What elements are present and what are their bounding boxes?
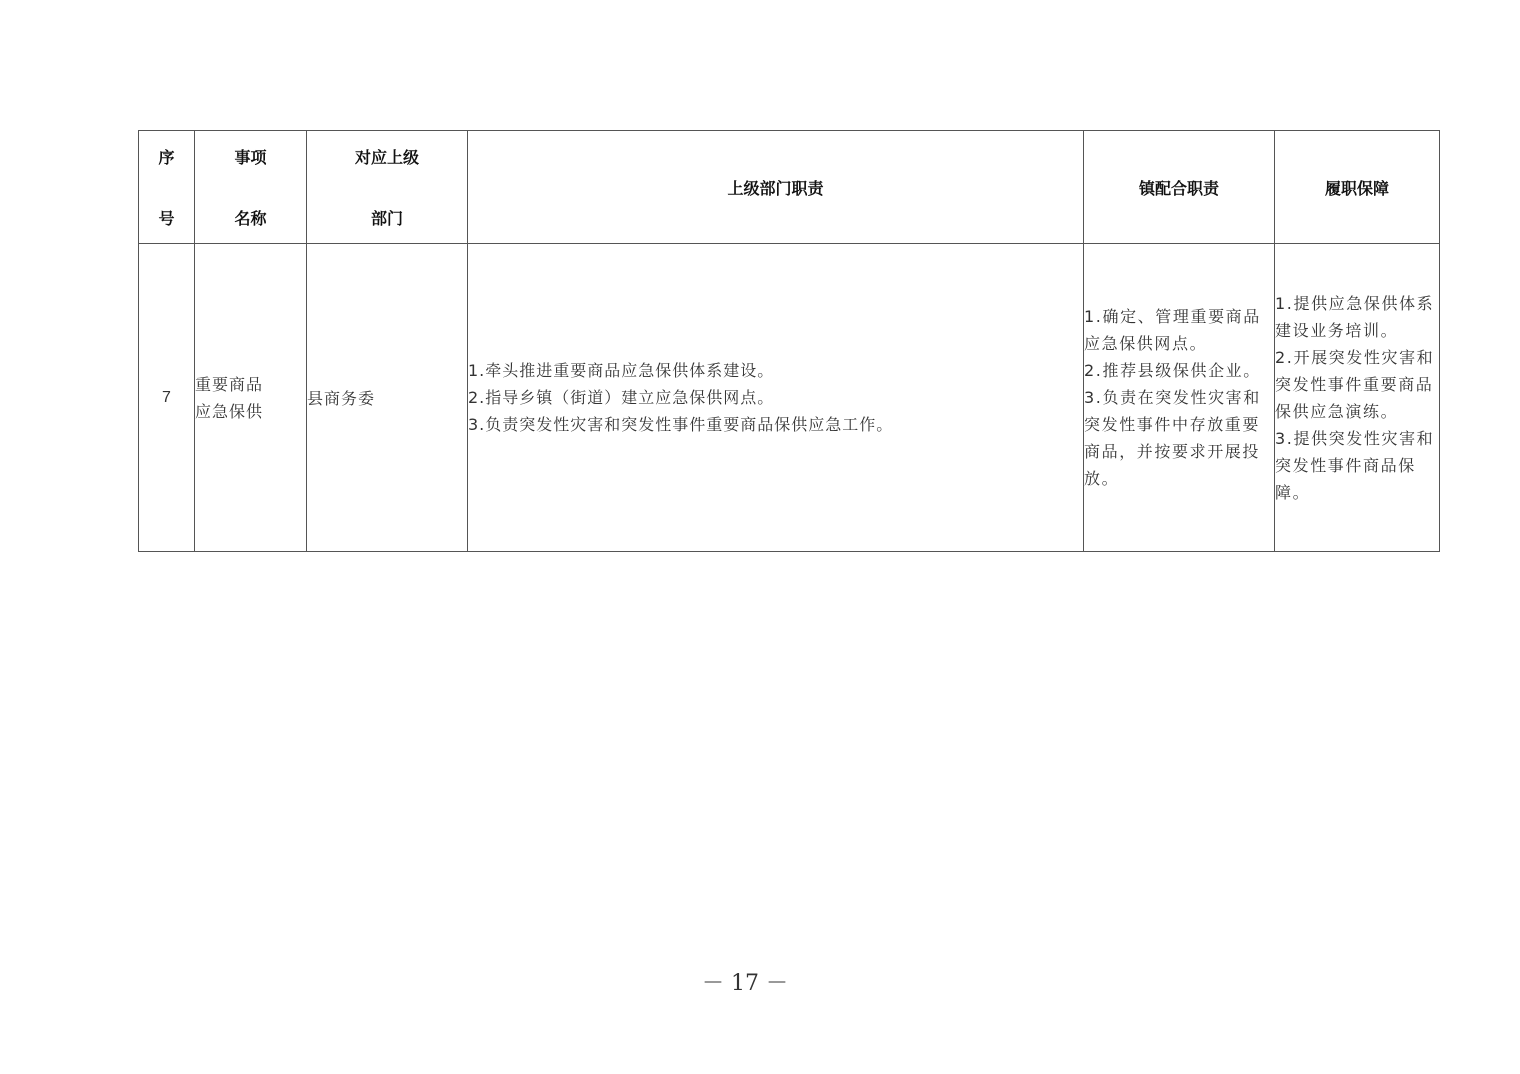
header-name-line2: 名称 [234,209,267,228]
duty-table [138,130,1440,552]
town-duty-item-1: 1.确定、管理重要商品应急保供网点。 [1084,307,1261,353]
page-number: － 17 － [702,971,788,996]
upper-duty-item-1: 1.牵头推进重要商品应急保供体系建设。 [468,361,775,380]
cell-name-line2: 应急保供 [195,401,264,421]
cell-name [195,244,307,552]
table-header-row [139,131,1440,244]
guarantee-item-1: 1.提供应急保供体系建设业务培训。 [1275,293,1435,340]
guarantee-item-3: 3.提供突发性灾害和突发性事件商品保障。 [1275,428,1435,502]
cell-guarantee [1275,244,1440,552]
town-duty-item-3: 3.负责在突发性灾害和突发性事件中存放重要商品，并按要求开展投放。 [1084,388,1261,488]
cell-town-duty [1084,244,1275,552]
upper-duty-item-2: 2.指导乡镇（街道）建立应急保供网点。 [468,388,775,407]
header-dept-line1: 对应上级 [354,148,419,167]
table-row [139,244,1440,552]
upper-duty-item-3: 3.负责突发性灾害和突发性事件重要商品保供应急工作。 [468,415,894,434]
header-name-line1: 事项 [234,148,267,167]
header-no-line1: 序 [158,148,175,167]
header-town-duty: 镇配合职责 [1084,131,1275,244]
guarantee-item-2: 2.开展突发性灾害和突发性事件重要商品保供应急演练。 [1275,347,1435,421]
cell-upper-duty [468,244,1084,552]
header-upper-duty: 上级部门职责 [468,131,1084,244]
header-dept-line2: 部门 [370,209,403,228]
header-no-line2: 号 [158,209,175,228]
town-duty-item-2: 2.推荐县级保供企业。 [1084,361,1261,380]
header-dept [307,131,468,244]
header-name [195,131,307,244]
header-guarantee: 履职保障 [1275,131,1440,244]
header-no [139,131,195,244]
cell-no: 7 [139,244,195,552]
cell-dept: 县商务委 [307,244,468,552]
cell-name-line1: 重要商品 [195,374,264,394]
